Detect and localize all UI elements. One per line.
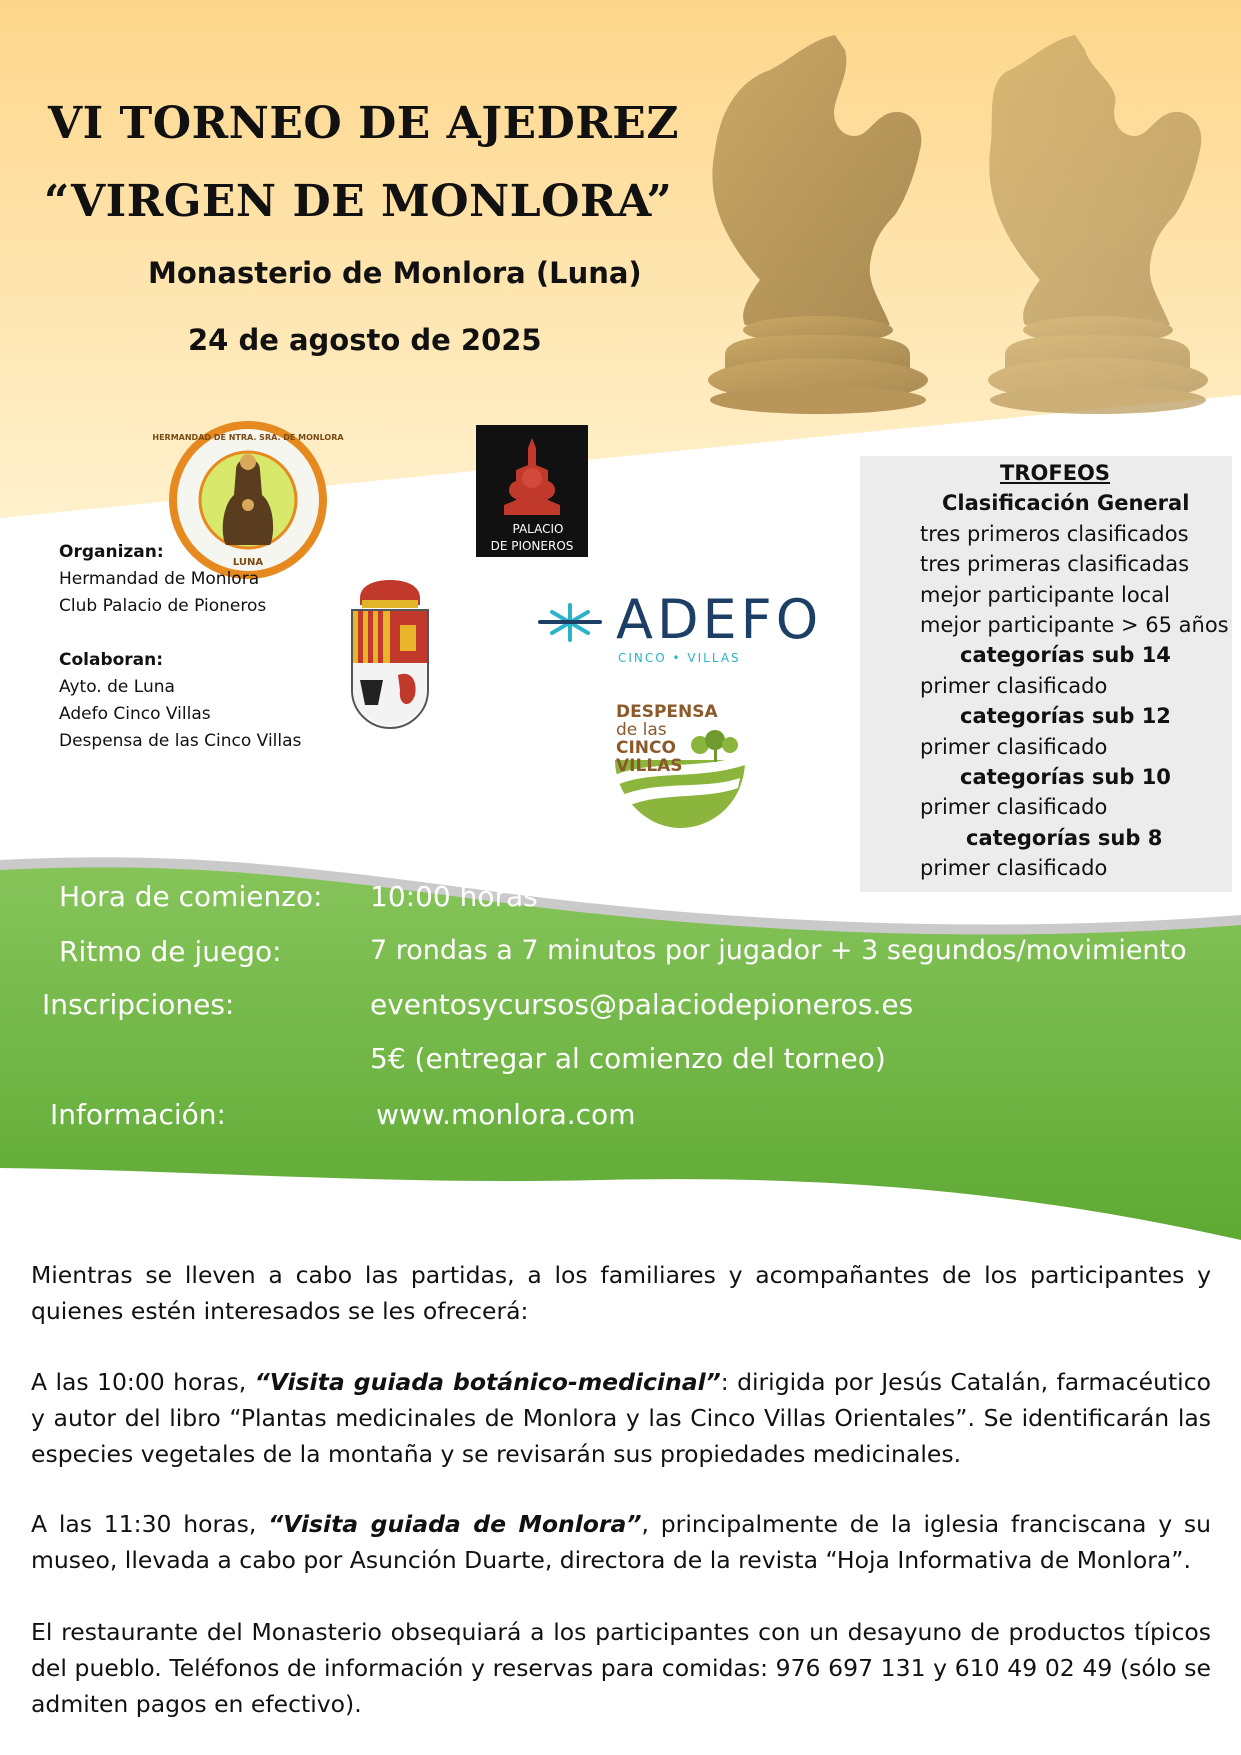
despensa-wordmark: [616, 703, 718, 775]
trofeos-category: categorías sub 10: [960, 765, 1171, 790]
organizers-block: [59, 539, 359, 755]
paragraph-botanic: [31, 1364, 1211, 1472]
event-date: 24 de agosto de 2025: [188, 323, 542, 357]
colaboran-label: Colaboran:: [59, 650, 164, 670]
colaboran-item: Ayto. de Luna: [59, 677, 175, 697]
palacio-text-1: PALACIO: [512, 522, 564, 536]
paragraph-intro: Mientras se lleven a cabo las partidas, a los familiares y acompañantes de los participantes y quienes estén interesados se les ofrecerá:: [31, 1261, 1211, 1325]
paragraph-monlora: [31, 1506, 1211, 1578]
information-label: Información:: [50, 1098, 226, 1131]
paragraph-botanic-rest: : dirigida por Jesús Catalán, farmacéutico y autor del libro “Plantas medicinales de Monlora y las Cinco Villas Orientales”. Se identificarán las especies vegetales de la montaña y se revisarán sus propiedades medicinales.: [31, 1368, 1212, 1468]
paragraph-botanic-title: “Visita guiada botánico-medicinal”: [254, 1368, 721, 1396]
registration-email[interactable]: eventosycursos@palaciodepioneros.es: [370, 988, 914, 1021]
trofeos-item: tres primeras clasificadas: [920, 552, 1190, 577]
paragraph-monlora-start: A las 11:30 horas,: [31, 1510, 269, 1538]
organizan-label: Organizan:: [59, 542, 164, 562]
trofeos-general: Clasificación General: [942, 491, 1190, 516]
information-url[interactable]: www.monlora.com: [376, 1098, 636, 1131]
paragraph-monlora-rest: , principalmente de la iglesia franciscana y su museo, llevada a cabo por Asunción Duarte, directora de la revista “Hoja Informativa de Monlora”.: [31, 1510, 1212, 1574]
trofeos-category: categorías sub 14: [960, 643, 1171, 668]
hermandad-ring-text: HERMANDAD DE NTRA. SRA. DE MONLORA: [152, 433, 344, 442]
adefo-logo: [540, 605, 600, 640]
pace-value: 7 rondas a 7 minutos por jugador + 3 segundos/movimiento: [370, 935, 1187, 966]
adefo-subtitle: CINCO • VILLAS: [618, 651, 741, 665]
hermandad-ring-bottom: LUNA: [232, 557, 264, 568]
colaboran-item: Despensa de las Cinco Villas: [59, 731, 302, 751]
trofeos-item: mejor participante > 65 años: [920, 613, 1229, 638]
trofeos-box: [860, 456, 1232, 892]
despensa-line-4: VILLAS: [616, 756, 683, 776]
trofeos-category: categorías sub 8: [966, 825, 1163, 850]
organizan-item: Club Palacio de Pioneros: [59, 596, 267, 616]
start-time-value: 10:00 horas: [370, 880, 538, 913]
venue: Monasterio de Monlora (Luna): [148, 256, 642, 290]
despensa-line-2: de las: [616, 720, 667, 740]
adefo-wordmark: ADEFO: [616, 588, 823, 651]
luna-coat-of-arms: [352, 580, 428, 728]
registration-label: Inscripciones:: [42, 988, 235, 1021]
paragraph-monlora-title: “Visita guiada de Monlora”: [268, 1510, 642, 1538]
palacio-logo: [476, 425, 588, 557]
despensa-line-1: DESPENSA: [616, 702, 718, 722]
despensa-line-3: CINCO: [616, 738, 676, 758]
trofeos-category: categorías sub 12: [960, 704, 1171, 729]
registration-fee: 5€ (entregar al comienzo del torneo): [370, 1042, 886, 1075]
trofeos-item: tres primeros clasificados: [920, 521, 1189, 546]
title-line-2: “VIRGEN DE MONLORA”: [44, 176, 673, 227]
trofeos-heading: TROFEOS: [1000, 461, 1111, 485]
trofeos-prize: primer clasificado: [920, 734, 1108, 759]
start-time-label: Hora de comienzo:: [59, 880, 323, 913]
colaboran-item: Adefo Cinco Villas: [59, 704, 211, 724]
pace-label: Ritmo de juego:: [59, 935, 282, 968]
trofeos-prize: primer clasificado: [920, 795, 1108, 820]
palacio-text-2: DE PIONEROS: [490, 539, 574, 553]
paragraph-restaurant: El restaurante del Monasterio obsequiará a los participantes con un desayuno de productos típicos del pueblo. Teléfonos de información y reservas para comidas: 976 697 131 y 610 49 02 49 (sólo se admiten pagos en efectivo).: [31, 1618, 1211, 1718]
paragraph-botanic-start: A las 10:00 horas,: [31, 1368, 255, 1396]
trofeos-item: mejor participante local: [920, 582, 1170, 607]
organizan-item: Hermandad de Monlora: [59, 569, 260, 589]
title-line-1: VI TORNEO DE AJEDREZ: [48, 98, 679, 149]
trofeos-prize: primer clasificado: [920, 856, 1108, 881]
trofeos-prize: primer clasificado: [920, 673, 1108, 698]
